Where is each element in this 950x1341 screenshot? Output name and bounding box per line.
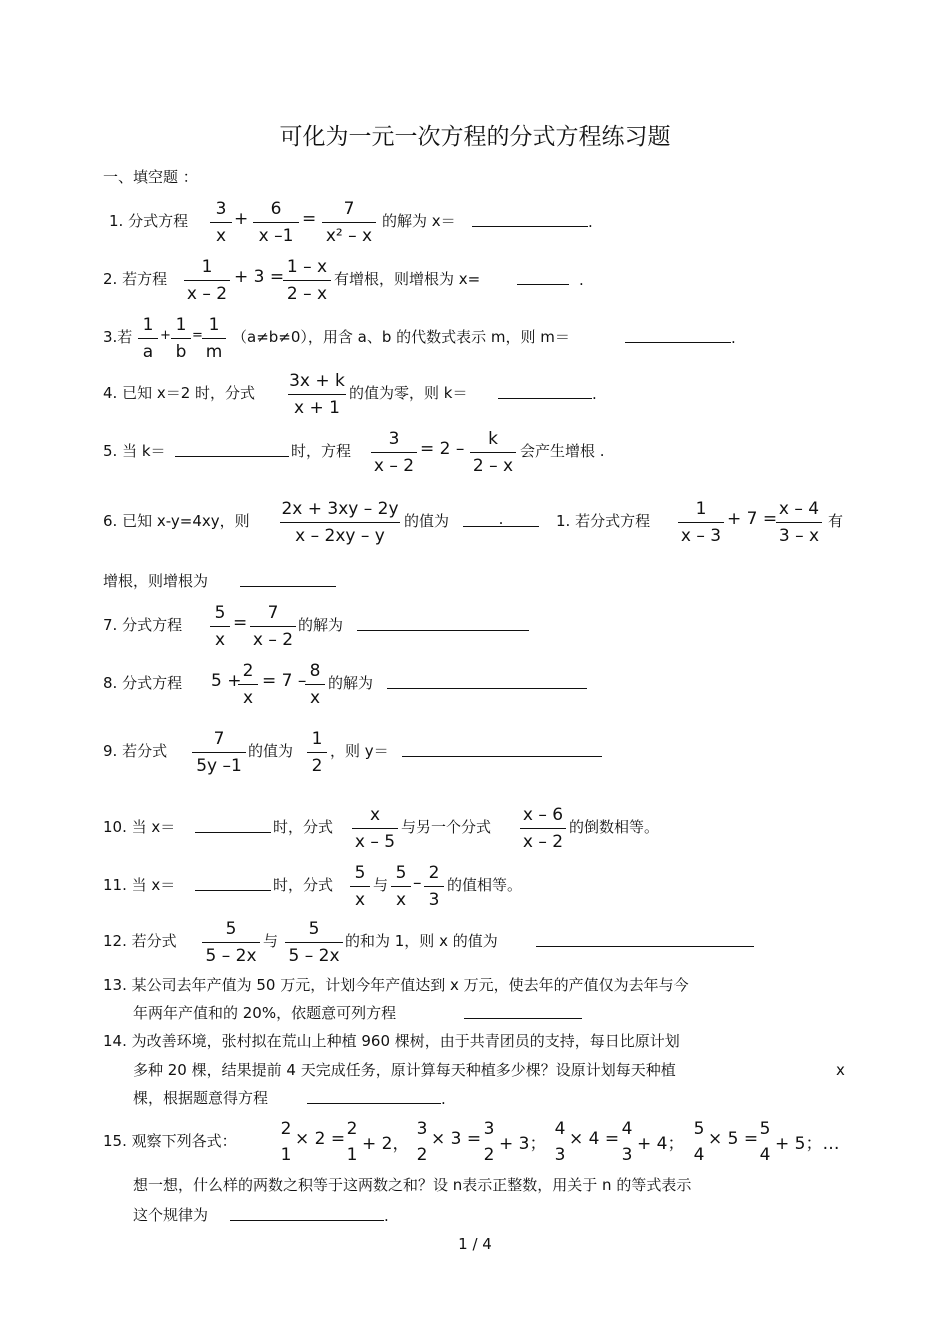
answer-blank[interactable] <box>498 382 592 399</box>
fraction: 3 x <box>210 196 232 249</box>
fraction: 2 3 <box>424 860 444 913</box>
fraction: 5 4 <box>759 1119 771 1165</box>
fraction: 1 a <box>138 312 158 365</box>
fraction: x – 6 x – 2 <box>520 802 566 855</box>
fraction: 1 2 <box>307 726 327 779</box>
fraction: 8 x <box>305 658 325 711</box>
fraction: 5 x <box>391 860 411 913</box>
answer-blank[interactable] <box>517 268 569 285</box>
fraction: 5 x <box>210 600 230 653</box>
fraction: 1 – x 2 – x <box>283 254 331 307</box>
answer-blank[interactable] <box>240 570 336 587</box>
answer-blank[interactable] <box>625 326 731 343</box>
answer-blank[interactable] <box>307 1087 441 1104</box>
fraction: 4 3 <box>621 1119 633 1165</box>
fraction: 2 1 <box>280 1119 292 1165</box>
fraction: 2x + 3xy – 2y x – 2xy – y <box>281 499 399 546</box>
fraction: 3 2 <box>416 1119 428 1165</box>
answer-blank[interactable] <box>472 210 588 227</box>
answer-blank[interactable] <box>195 816 271 833</box>
fraction: 1 x – 3 <box>678 496 724 549</box>
fraction: 3x + k x + 1 <box>289 371 345 418</box>
fraction: 1 m <box>202 312 226 365</box>
answer-blank[interactable] <box>357 614 529 631</box>
fraction: 1 b <box>171 312 191 365</box>
fraction: 5 5 – 2x <box>202 916 260 969</box>
fraction: 2 x <box>238 658 258 711</box>
answer-blank[interactable] <box>536 930 754 947</box>
fraction: 2 1 <box>346 1119 358 1165</box>
fraction: 7 x – 2 <box>250 600 296 653</box>
page-title: 可化为一元一次方程的分式方程练习题 <box>279 124 671 150</box>
fraction: 7 5y –1 <box>192 726 246 779</box>
fraction: 5 4 <box>693 1119 705 1165</box>
fraction: 7 x² – x <box>322 196 376 249</box>
fraction: 4 3 <box>554 1119 566 1165</box>
fraction: 5 5 – 2x <box>285 916 343 969</box>
answer-blank[interactable] <box>464 1002 582 1019</box>
fraction: x x – 5 <box>352 802 398 855</box>
fraction: k 2 – x <box>470 426 516 479</box>
page-number: 1 / 4 <box>458 1235 492 1253</box>
answer-blank[interactable]: . <box>463 510 539 527</box>
answer-blank[interactable] <box>230 1204 384 1221</box>
answer-blank[interactable] <box>195 874 271 891</box>
fraction: 5 x <box>350 860 370 913</box>
fraction: 6 x –1 <box>253 196 299 249</box>
fraction: 3 2 <box>483 1119 495 1165</box>
answer-blank[interactable] <box>387 672 587 689</box>
section-heading: 一、填空题 ： <box>103 168 198 186</box>
fraction: 3 x – 2 <box>371 426 417 479</box>
answer-blank[interactable] <box>402 740 602 757</box>
fraction: x – 4 3 – x <box>776 496 822 549</box>
answer-blank[interactable] <box>175 440 289 457</box>
page: 可化为一元一次方程的分式方程练习题 一、填空题 ： 1. 分式方程 3 x + 6 x –1 = 7 x² – x 的解为 x＝ . 2. 若方程 1 x – 2 + 3 = 1 – x 2 – x 有增根，则增根为 x= . 3.若 1 a + 1 b = 1 m （a≠b≠0），用含 a、b 的代数式表示 m，则 m＝ . 4. 已知 x＝2 时，分式 3x + k x + 1 的值为零，则 k＝ . 5. 当 k＝ 时，方程 3 x – 2 = 2 – k 2 – x 会产生增根 . 6. 已知 x-y=4xy，则 2x + 3xy – 2y x – 2xy – y 的值为 . 1. 若分式方程 1 x – 3 + 7 = x – 4 3 – x 有 增根，则增根为 7. 分式方程 5 x = 7 x – 2 的解为 8. 分式方程 5 + 2 x = 7 – 8 x 的解为 9. 若分式 7 5y –1 的值为 1 2 ，则 y＝ 10. 当 x＝ 时，分式 x x – 5 与另一个分式 x – 6 x – 2 的倒数相等。 11. 当 x＝ 时，分式 5 x 与 5 x – 2 3 的值相等。 12. 若分式 5 5 – 2x 与 5 5 – 2x 的和为 1，则 x 的值为 13. 某公司去年产值为 50 万元，计划今年产值达到 x 万元，使去年的产值仅为去年与今 年两年产值和的 20%，依题意可列方程 14. 为改善环境，张村拟在荒山上种植 960 棵树，由于共青团员的支持，每日比原计划 多种 20 棵，结果提前 4 天完成任务，原计算每天种植多少棵？设原计划每天种植 x 棵，根据题意得方程 . 15. 观察下列各式： 2 1 × 2 = 2 1 + 2， 3 2 × 3 = 3 2 + 3； 4 3 × 4 = 4 3 + 4； 5 4 × 5 = 5 4 + 5；… 想一想，什么样的两数之积等于这两数之和？设 n表示正整数，用关于 n 的等式表示 这个规律为 . 1 / 4 <box>0 0 950 1341</box>
fraction: 1 x – 2 <box>184 254 230 307</box>
